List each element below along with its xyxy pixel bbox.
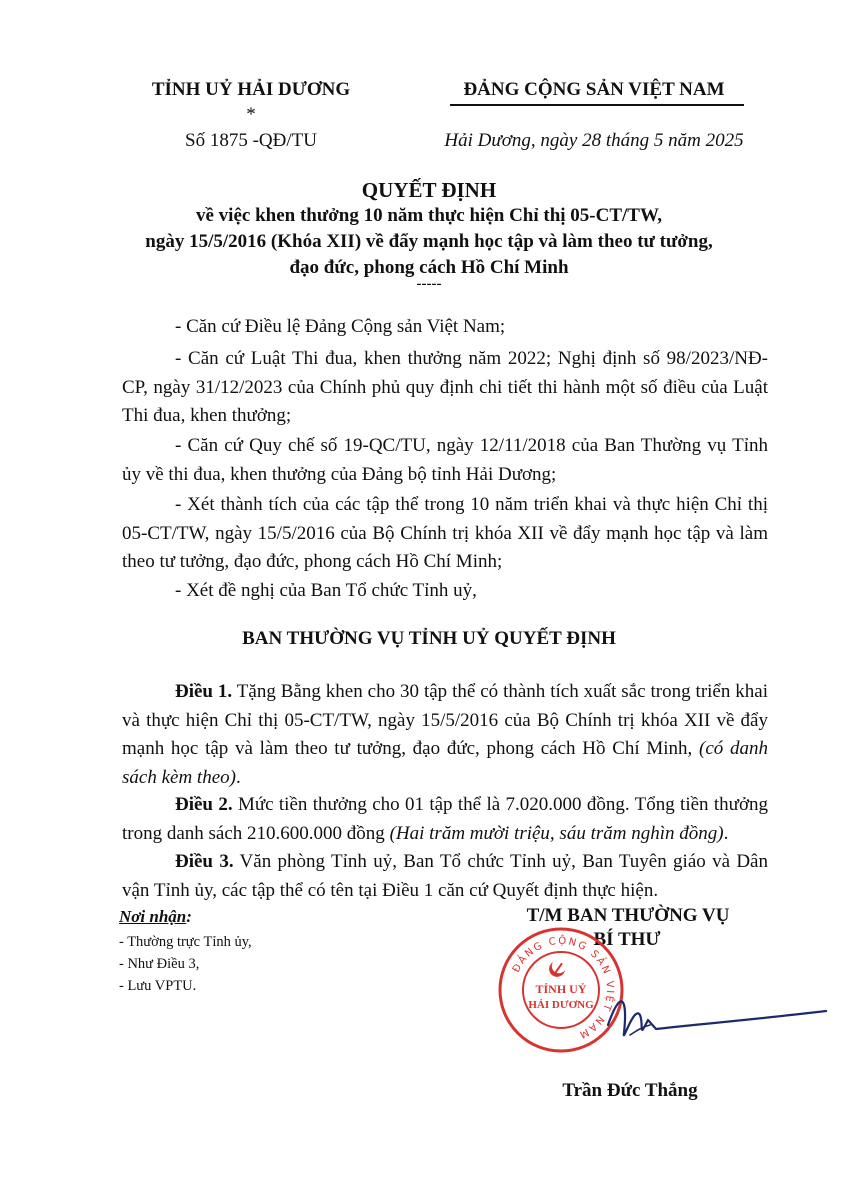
- sign-on-behalf: T/M BAN THƯỜNG VỤ: [526, 905, 730, 926]
- seal-ring-text: ĐẢNG CỘNG SẢN VIỆT NAM: [510, 935, 616, 1041]
- article-1: [122, 678, 768, 792]
- seal-center-line-1: TỈNH UỶ: [535, 982, 587, 996]
- title-subject-line-1: về việc khen thưởng 10 năm thực hiện Chỉ thị 05-CT/TW,: [196, 205, 662, 226]
- header-star: *: [246, 104, 256, 125]
- article-label: Điều 2.: [175, 794, 233, 815]
- article-tail: .: [723, 822, 729, 844]
- preamble-item: - Xét thành tích của các tập thể trong 10 năm triển khai và thực hiện Chỉ thị 05-CT/TW, ngày 15/5/2016 của Bộ Chính trị khóa XII về đẩy mạnh học tập và làm theo tư tưởng, đạo đức, phong cách Hồ Chí Minh;: [122, 494, 768, 572]
- article-label: Điều 1.: [175, 681, 233, 702]
- article-text: Tặng Bằng khen cho 30 tập thể có thành tích xuất sắc trong triển khai và thực hiện Chỉ thị 05-CT/TW, ngày 15/5/2016 của Bộ Chính trị khóa XII về đẩy mạnh học tập và làm theo tư tưởng, đạo đức, phong cách Hồ Chí Minh,: [122, 681, 768, 759]
- preamble-item: - Xét đề nghị của Ban Tổ chức Tỉnh uỷ,: [175, 580, 477, 601]
- recipient-item: - Như Điều 3,: [119, 956, 200, 972]
- preamble-item: - Căn cứ Điều lệ Đảng Cộng sản Việt Nam;: [175, 316, 506, 337]
- article-3: [122, 848, 768, 905]
- issuing-org: TỈNH UỶ HẢI DƯƠNG: [151, 79, 351, 100]
- article-note: (Hai trăm mười triệu, sáu trăm nghìn đồng): [389, 822, 724, 844]
- title-subject-line-3: đạo đức, phong cách Hồ Chí Minh: [289, 257, 569, 278]
- party-name: ĐẢNG CỘNG SẢN VIỆT NAM: [463, 79, 725, 100]
- place-date: Hải Dương, ngày 28 tháng 5 năm 2025: [444, 130, 744, 151]
- recipients-heading: Nơi nhận:: [119, 907, 192, 926]
- signer-name: Trần Đức Thắng: [562, 1080, 698, 1101]
- article-tail: .: [235, 766, 241, 788]
- document-number: Số 1875 -QĐ/TU: [185, 130, 317, 151]
- sign-position: BÍ THƯ: [593, 929, 661, 950]
- document-title: QUYẾT ĐỊNH: [361, 178, 497, 202]
- seal-center-line-2: HẢI DƯƠNG: [528, 999, 594, 1011]
- article-label: Điều 3.: [175, 851, 234, 872]
- article-note: (có danh sách kèm theo): [122, 738, 768, 788]
- preamble-item: - Căn cứ Luật Thi đua, khen thưởng năm 2022; Nghị định số 98/2023/NĐ-CP, ngày 31/12/2023 của Chính phủ quy định chi tiết thi hành một số điều của Luật Thi đua, khen thưởng;: [122, 348, 768, 426]
- decision-heading: BAN THƯỜNG VỤ TỈNH UỶ QUYẾT ĐỊNH: [242, 628, 616, 649]
- handwritten-signature-icon: [590, 985, 830, 1055]
- article-2: [122, 791, 768, 848]
- title-subject-line-2: ngày 15/5/2016 (Khóa XII) về đẩy mạnh học tập và làm theo tư tưởng,: [145, 231, 713, 252]
- recipient-item: - Thường trực Tỉnh ủy,: [119, 934, 252, 950]
- preamble-item: - Căn cứ Quy chế số 19-QC/TU, ngày 12/11/2018 của Ban Thường vụ Tỉnh ủy về thi đua, khen thưởng của Đảng bộ tỉnh Hải Dương;: [122, 435, 768, 485]
- article-text: Mức tiền thưởng cho 01 tập thể là 7.020.000 đồng. Tổng tiền thưởng trong danh sách 210.600.000 đồng: [122, 794, 768, 844]
- party-name-underline: [450, 104, 744, 106]
- title-divider: -----: [416, 276, 442, 292]
- recipient-item: - Lưu VPTU.: [119, 978, 197, 994]
- article-text: Văn phòng Tỉnh uỷ, Ban Tổ chức Tỉnh uỷ, Ban Tuyên giáo và Dân vận Tỉnh ủy, các tập thể có tên tại Điều 1 căn cứ Quyết định thực hiện.: [122, 851, 768, 901]
